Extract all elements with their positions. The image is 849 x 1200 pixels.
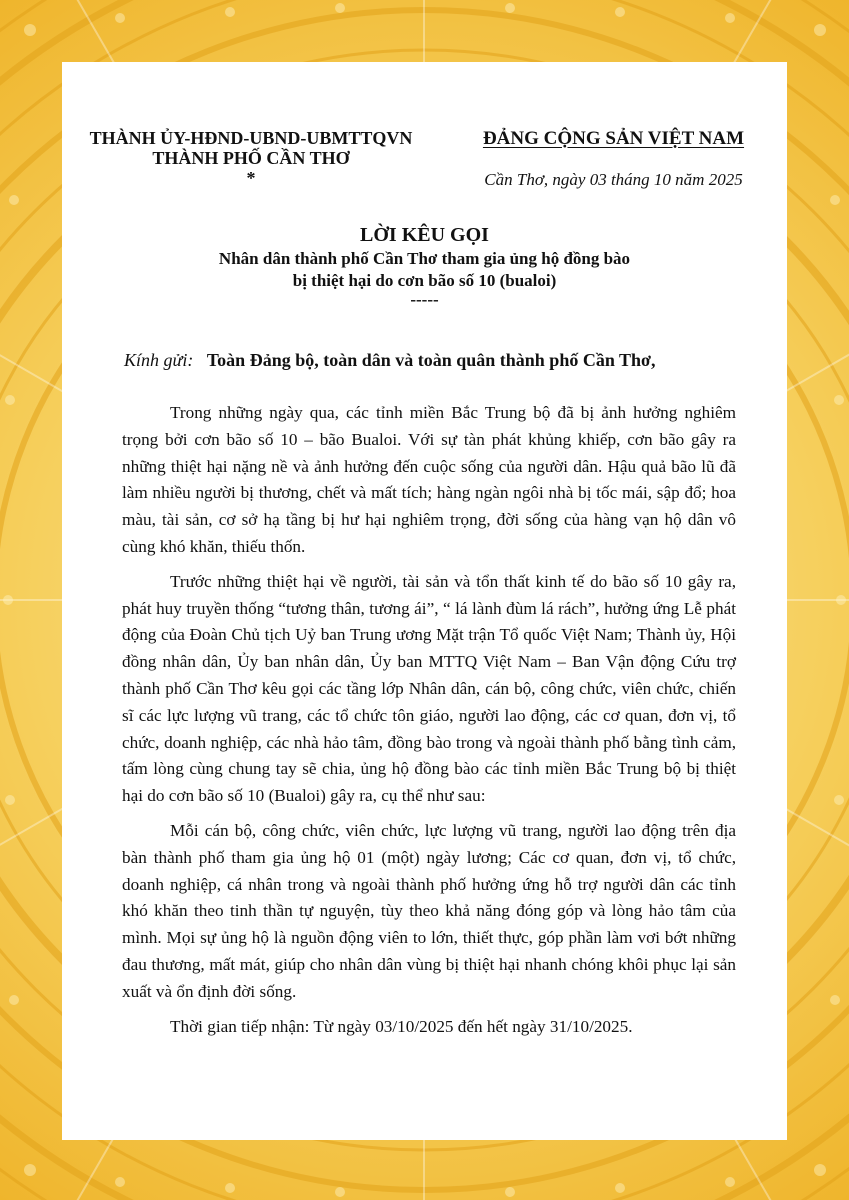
org-name-line1: THÀNH ỦY-HĐND-UBND-UBMTTQVN [89, 128, 413, 148]
party-name: ĐẢNG CỘNG SẢN VIỆT NAM [482, 128, 745, 149]
document-subtitle-line2: bị thiệt hại do cơn bão số 10 (bualoi) [292, 271, 557, 290]
document-body [122, 400, 736, 1048]
body-paragraph: Thời gian tiếp nhận: Từ ngày 03/10/2025 đến hết ngày 31/10/2025. [170, 1016, 633, 1036]
salutation-recipient: Toàn Đảng bộ, toàn dân và toàn quân thành phố Cần Thơ, [206, 350, 656, 370]
body-paragraph: Trong những ngày qua, các tỉnh miền Bắc Trung bộ đã bị ảnh hưởng nghiêm trọng bởi cơn bão số 10 – bão Bualoi. Với sự tàn phát khủng khiếp, cơn bão gây ra những thiệt hại nặng nề và ảnh hưởng đến cuộc sống của người dân. Hậu quả bão lũ đã làm nhiều người bị thương, chết và mất tích; hàng ngàn ngôi nhà bị tốc mái, sập đổ; hoa màu, tài sản, cơ sở hạ tầng bị hư hại nghiêm trọng, đời sống của hàng vạn hộ dân vô cùng khó khăn, thiếu thốn. [122, 403, 736, 556]
issuing-organization [62, 128, 440, 188]
place-date: Cần Thơ, ngày 03 tháng 10 năm 2025 [484, 170, 743, 189]
document-title-block [62, 222, 787, 308]
org-name-line2: THÀNH PHỐ CẦN THƠ [152, 148, 350, 168]
salutation [124, 348, 656, 372]
salutation-label: Kính gửi: [124, 350, 194, 370]
document-title: LỜI KÊU GỌI [360, 224, 489, 246]
body-paragraph: Mỗi cán bộ, công chức, viên chức, lực lượng vũ trang, người lao động trên địa bàn thành phố tham gia ủng hộ 01 (một) ngày lương; Các cơ quan, đơn vị, tổ chức, doanh nghiệp, cá nhân trong và ngoài thành phố hưởng ứng hỗ trợ người dân các tỉnh khó khăn theo tinh thần tự nguyện, tùy theo khả năng đóng góp và lòng hảo tâm của mình. Mọi sự ủng hộ là nguồn động viên to lớn, thiết thực, góp phần làm vơi bớt những đau thương, mất mát, giúp cho nhân dân vùng bị thiệt hại nhanh chóng khôi phục lại sản xuất và ổn định đời sống. [122, 820, 736, 1001]
document-subtitle-line1: Nhân dân thành phố Cần Thơ tham gia ủng hộ đồng bào [218, 249, 631, 268]
title-separator: ----- [410, 290, 439, 309]
document-page [62, 62, 787, 1140]
party-header [440, 128, 787, 190]
org-asterisk: * [246, 168, 256, 188]
body-paragraph: Trước những thiệt hại về người, tài sản và tổn thất kinh tế do bão số 10 gây ra, phát huy truyền thống “tương thân, tương ái”, “ lá lành đùm lá rách”, hưởng ứng Lễ phát động của Đoàn Chủ tịch Uỷ ban Trung ương Mặt trận Tổ quốc Việt Nam; Thành ủy, Hội đồng nhân dân, Ủy ban nhân dân, Ủy ban MTTQ Việt Nam – Ban Vận động Cứu trợ thành phố Cần Thơ kêu gọi các tầng lớp Nhân dân, cán bộ, công chức, viên chức, chiến sĩ các lực lượng vũ trang, các tổ chức tôn giáo, người lao động, các cơ quan, đơn vị, tổ chức, doanh nghiệp, các nhà hảo tâm, đồng bào trong và ngoài thành phố bằng tình cảm, tấm lòng cùng chung tay sẽ chia, ủng hộ đồng bào các tỉnh miền Bắc Trung bộ bị thiệt hại do cơn bão số 10 (Bualoi) gây ra, cụ thể như sau: [122, 571, 736, 806]
